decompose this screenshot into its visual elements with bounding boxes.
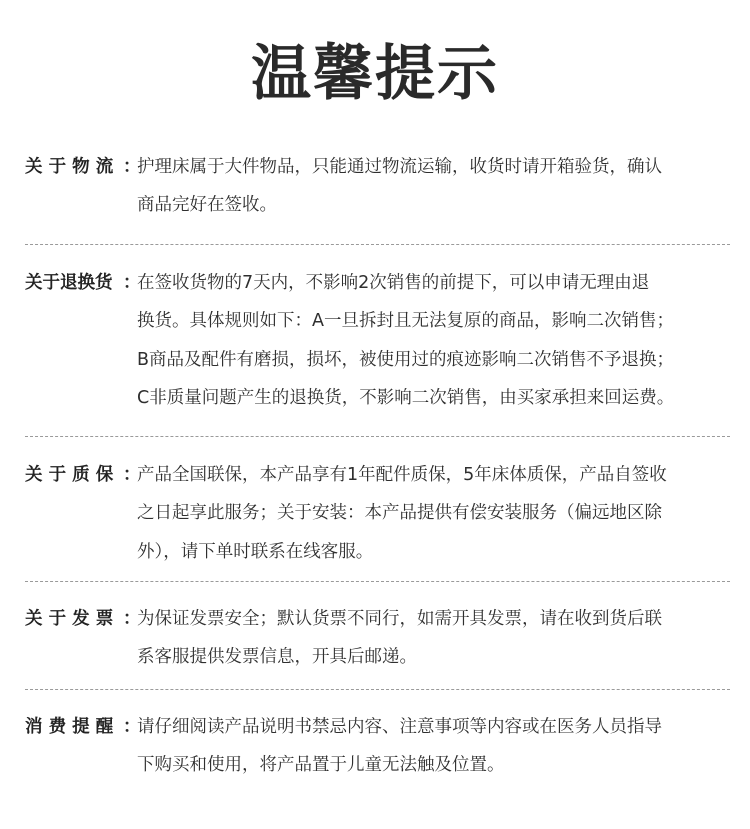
notice-label-returns: 关于退换货	[25, 273, 113, 293]
notice-text-invoice	[137, 600, 729, 677]
notice-line: 换货。具体规则如下：A一旦拆封且无法复原的商品，影响二次销售；	[137, 311, 674, 332]
notice-line: 商品完好在签收。	[137, 195, 277, 216]
notice-line: C非质量问题产生的退换货，不影响二次销售，由买家承担来回运费。	[137, 387, 675, 408]
notice-text-warranty	[137, 456, 729, 571]
notice-colon: ：	[123, 465, 141, 485]
notice-text-consumer	[137, 708, 729, 785]
notice-line: 下购买和使用，将产品置于儿童无法触及位置。	[137, 755, 505, 776]
notice-colon: ：	[123, 273, 141, 293]
notice-line: 系客服提供发票信息，开具后邮递。	[137, 647, 417, 668]
notice-label-consumer: 消 费 提 醒	[25, 717, 114, 737]
notice-line: 在签收货物的7天内，不影响2次销售的前提下，可以申请无理由退	[137, 273, 650, 293]
page-title: 温馨提示	[251, 39, 499, 109]
notice-text-returns	[137, 264, 729, 417]
section-divider	[25, 436, 730, 437]
notice-colon: ：	[123, 157, 141, 177]
notice-label-warranty: 关 于 质 保	[25, 465, 114, 485]
notice-colon: ：	[123, 717, 141, 737]
notice-colon: ：	[123, 609, 141, 629]
section-divider	[25, 244, 730, 245]
notice-text-logistics	[137, 148, 729, 225]
notice-line: 请仔细阅读产品说明书禁忌内容、注意事项等内容或在医务人员指导	[137, 717, 662, 737]
notice-line: 产品全国联保，本产品享有1年配件质保，5年床体质保，产品自签收	[137, 465, 667, 485]
notice-line: B商品及配件有磨损，损坏，被使用过的痕迹影响二次销售不予退换；	[137, 349, 675, 370]
section-divider	[25, 581, 730, 582]
notice-line: 之日起享此服务；关于安装：本产品提供有偿安装服务（偏远地区除	[137, 503, 662, 524]
notice-line: 外），请下单时联系在线客服。	[137, 541, 374, 562]
section-divider	[25, 689, 730, 690]
notice-line: 为保证发票安全；默认货票不同行，如需开具发票，请在收到货后联	[137, 609, 662, 629]
notice-line: 护理床属于大件物品，只能通过物流运输，收货时请开箱验货，确认	[137, 157, 662, 177]
notice-label-logistics: 关 于 物 流	[25, 157, 114, 177]
notice-label-invoice: 关 于 发 票	[25, 609, 114, 629]
